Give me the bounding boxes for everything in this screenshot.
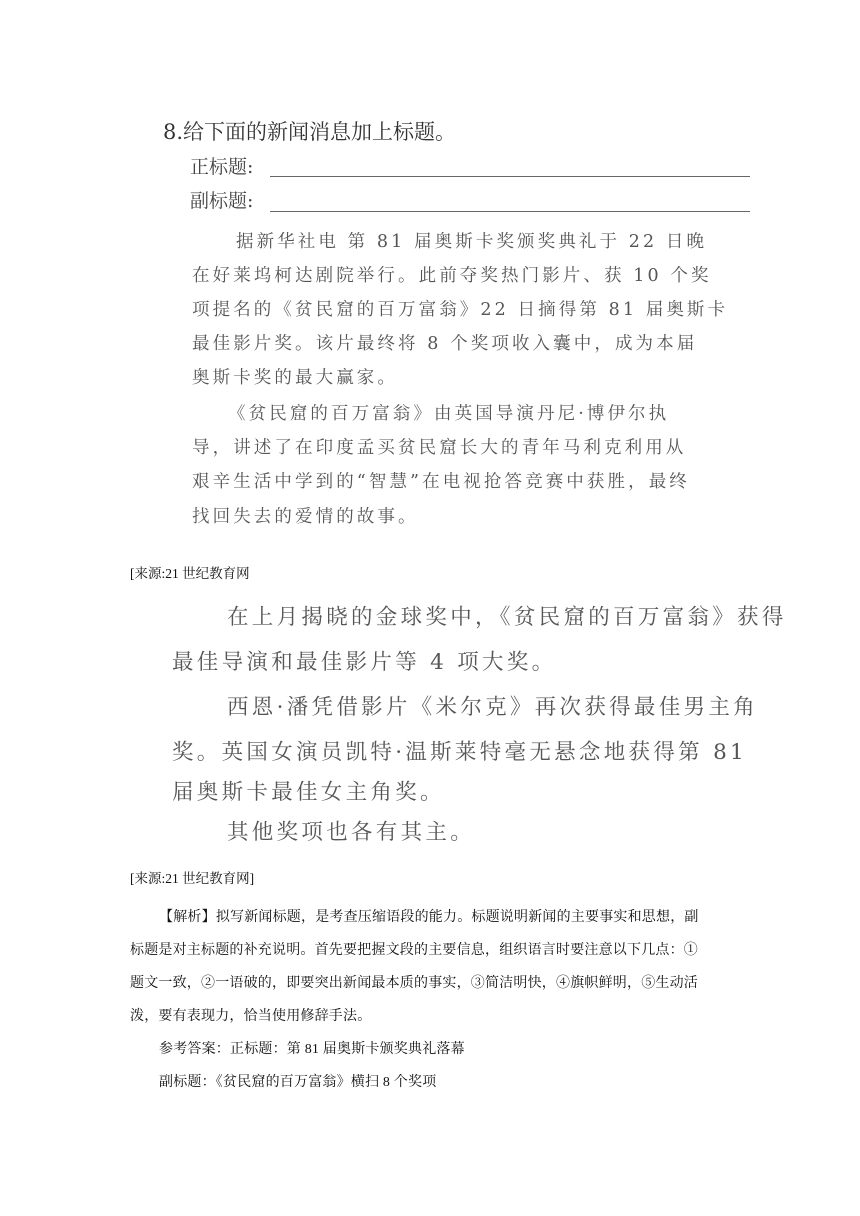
analysis-line-3: 题文一致，②一语破的，即要突出新闻最本质的事实，③简洁明快，④旗帜鲜明，⑤生动活 (130, 976, 698, 991)
source-note-1: [来源:21 世纪教育网 (130, 566, 250, 581)
analysis-label: 【解析】 (159, 910, 216, 925)
news-line: 其他奖项也各有其主。 (227, 820, 476, 845)
source-note-2: [来源:21 世纪教育网] (130, 871, 255, 886)
news-line: 西恩·潘凭借影片《米尔克》再次获得最佳男主角 (227, 695, 758, 720)
answer-main-title: 参考答案：正标题：第 81 届奥斯卡颁奖典礼落幕 (159, 1042, 465, 1057)
analysis-line-1: 【解析】拟写新闻标题，是考查压缩语段的能力。标题说明新闻的主要事实和思想，副 (159, 910, 699, 925)
news-line: 奥斯卡奖的最大赢家。 (192, 368, 398, 388)
sub-title-answer-line (270, 211, 750, 212)
main-title-label: 正标题: (190, 156, 254, 178)
news-line: 最佳导演和最佳影片等 4 项大奖。 (172, 650, 557, 675)
news-line: 在好莱坞柯达剧院举行。此前夺奖热门影片、获 10 个奖 (192, 266, 712, 286)
question-title: 8.给下面的新闻消息加上标题。 (163, 120, 457, 144)
news-line: 项提名的《贫民窟的百万富翁》22 日摘得第 81 届奥斯卡 (192, 300, 729, 320)
news-line: 找回失去的爱情的故事。 (192, 507, 419, 527)
news-line: 奖。英国女演员凯特·温斯莱特毫无悬念地获得第 81 (172, 740, 748, 765)
analysis-line-2: 标题是对主标题的补充说明。首先要把握文段的主要信息，组织语言时要注意以下几点：① (130, 943, 698, 958)
analysis-line-4: 泼，要有表现力，恰当使用修辞手法。 (130, 1009, 372, 1024)
answer-sub-title: 副标题：《贫民窟的百万富翁》横扫 8 个奖项 (159, 1075, 437, 1090)
news-line: 届奥斯卡最佳女主角奖。 (172, 780, 445, 805)
sub-title-label: 副标题: (190, 190, 254, 212)
news-line: 《贫民窟的百万富翁》由英国导演丹尼·博伊尔执 (228, 404, 670, 424)
main-title-answer-line (270, 176, 750, 177)
news-line: 在上月揭晓的金球奖中，《贫民窟的百万富翁》获得 (227, 605, 787, 630)
news-line: 最佳影片奖。该片最终将 8 个奖项收入囊中，成为本届 (192, 334, 698, 354)
news-line: 据新华社电 第 81 届奥斯卡奖颁奖典礼于 22 日晚 (236, 232, 708, 252)
news-line: 导，讲述了在印度孟买贫民窟长大的青年马利克利用从 (192, 438, 687, 458)
news-line: 艰辛生活中学到的“智慧”在电视抢答竞赛中获胜，最终 (192, 472, 690, 492)
